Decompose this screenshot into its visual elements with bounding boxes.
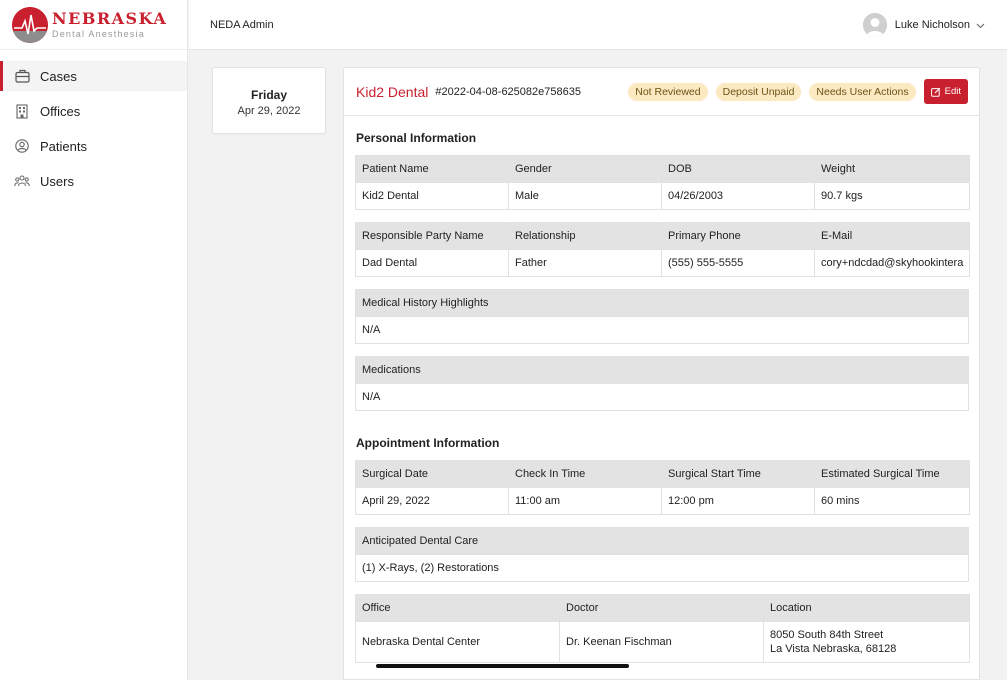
column-header: Weight: [815, 156, 970, 183]
location-line: La Vista Nebraska, 68128: [770, 643, 897, 655]
users-icon: [14, 173, 30, 189]
personal-table-1: [355, 155, 970, 210]
dental-care-table: [355, 527, 969, 582]
column-header: Relationship: [509, 223, 662, 250]
column-header: Medical History Highlights: [356, 290, 969, 317]
table-cell: Dr. Keenan Fischman: [560, 622, 764, 663]
table-cell: 90.7 kgs: [815, 183, 970, 210]
edit-button[interactable]: [924, 79, 968, 104]
brand-title: NEBRASKA: [52, 8, 168, 28]
table-cell: N/A: [356, 317, 969, 344]
logo[interactable]: [0, 0, 187, 50]
location-line: 8050 South 84th Street: [770, 629, 884, 641]
table-cell: 04/26/2003: [662, 183, 815, 210]
status-badge: Not Reviewed: [628, 83, 707, 101]
column-header: Doctor: [560, 595, 764, 622]
table-cell: Dad Dental: [356, 250, 509, 277]
column-header: Responsible Party Name: [356, 223, 509, 250]
edit-icon: [931, 87, 941, 97]
column-header: Anticipated Dental Care: [356, 528, 969, 555]
table-cell: 11:00 am: [509, 488, 662, 515]
user-menu[interactable]: [863, 13, 985, 37]
column-header: Estimated Surgical Time: [815, 461, 970, 488]
table-cell: April 29, 2022: [356, 488, 509, 515]
email-cell[interactable]: cory+ndcdad@skyhookintera: [815, 250, 970, 277]
sidebar-item-offices[interactable]: [0, 96, 187, 126]
sidebar-item-patients[interactable]: [0, 131, 187, 161]
table-cell: N/A: [356, 384, 969, 411]
case-card: [343, 67, 980, 680]
date-day: Friday: [250, 88, 287, 102]
table-cell: (1) X-Rays, (2) Restorations: [356, 555, 969, 582]
top-header: [189, 0, 1007, 50]
column-header: Medications: [356, 357, 969, 384]
date-date: Apr 29, 2022: [237, 105, 301, 117]
case-id: #2022-04-08-625082e758635: [435, 85, 581, 98]
sidebar-item-users[interactable]: [0, 166, 187, 196]
column-header: Location: [764, 595, 970, 622]
logo-mark-icon: [12, 7, 48, 43]
column-header: Primary Phone: [662, 223, 815, 250]
user-name: Luke Nicholson: [894, 18, 970, 31]
appointment-info-title: Appointment Information: [356, 436, 500, 450]
column-header: Surgical Start Time: [662, 461, 815, 488]
person-circle-icon: [14, 138, 30, 154]
header-title: NEDA Admin: [210, 18, 274, 31]
location-cell: [764, 622, 970, 663]
briefcase-icon: [14, 68, 30, 84]
building-icon: [14, 103, 30, 119]
table-cell: Father: [509, 250, 662, 277]
case-header: [344, 68, 979, 116]
table-cell: Nebraska Dental Center: [356, 622, 560, 663]
table-cell: (555) 555-5555: [662, 250, 815, 277]
office-table: [355, 594, 970, 663]
chevron-down-icon: [976, 18, 985, 32]
sidebar-item-label: Cases: [40, 68, 77, 84]
column-header: E-Mail: [815, 223, 970, 250]
edit-label: Edit: [944, 86, 961, 97]
date-card[interactable]: [212, 67, 326, 134]
status-badge: Needs User Actions: [809, 83, 915, 101]
sidebar-item-label: Patients: [40, 138, 87, 154]
sidebar-item-label: Offices: [40, 103, 81, 119]
table-cell: Kid2 Dental: [356, 183, 509, 210]
table-cell: 60 mins: [815, 488, 970, 515]
sidebar-item-label: Users: [40, 173, 74, 189]
column-header: Patient Name: [356, 156, 509, 183]
brand-subtitle: Dental Anesthesia: [52, 28, 145, 39]
medical-history-table: [355, 289, 969, 344]
column-header: Office: [356, 595, 560, 622]
status-badge: Deposit Unpaid: [716, 83, 802, 101]
case-name: Kid2 Dental: [356, 83, 429, 100]
sidebar-item-cases[interactable]: [0, 61, 187, 91]
status-badges: [620, 79, 979, 104]
column-header: DOB: [662, 156, 815, 183]
column-header: Surgical Date: [356, 461, 509, 488]
sidebar: [0, 0, 188, 680]
personal-table-2: [355, 222, 970, 277]
column-header: Check In Time: [509, 461, 662, 488]
sidebar-nav: [0, 61, 187, 196]
table-cell: 12:00 pm: [662, 488, 815, 515]
home-indicator: [376, 664, 629, 668]
table-cell: Male: [509, 183, 662, 210]
column-header: Gender: [509, 156, 662, 183]
avatar: [863, 13, 887, 37]
appointment-table-1: [355, 460, 970, 515]
personal-info-title: Personal Information: [356, 131, 477, 145]
medications-table: [355, 356, 969, 411]
